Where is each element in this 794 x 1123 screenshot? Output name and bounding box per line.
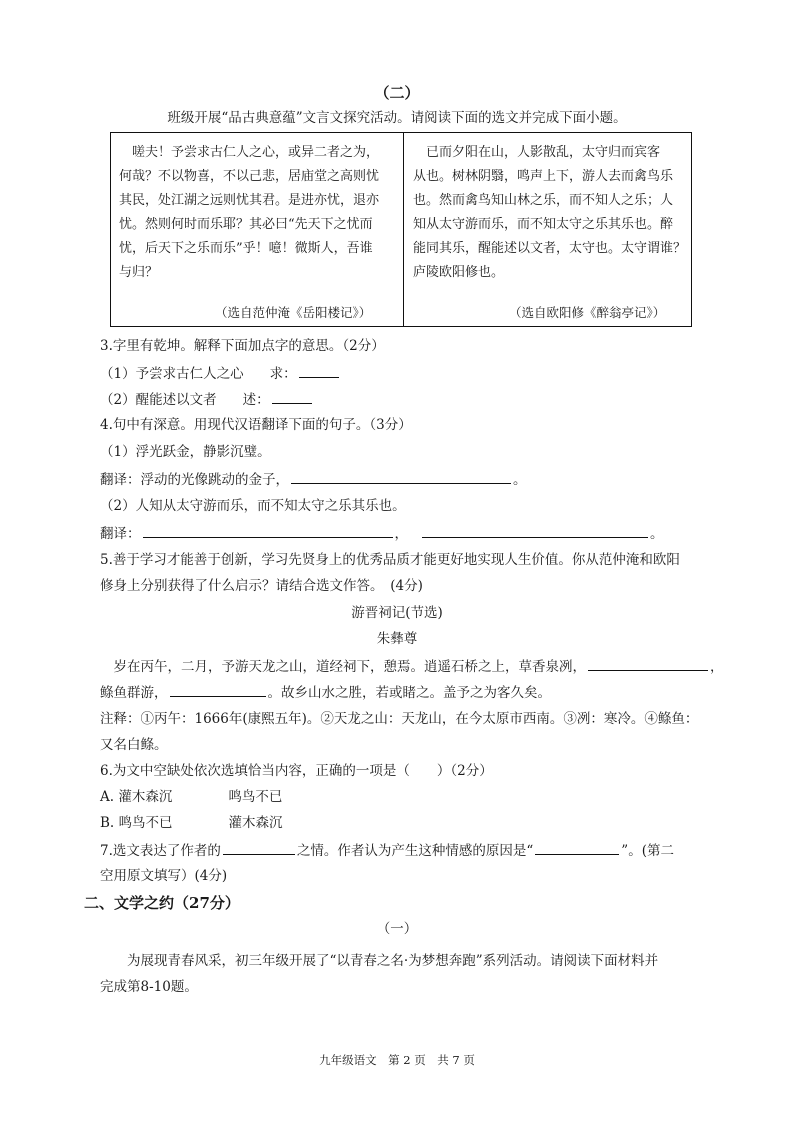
passage-right-line: 已而夕阳在山，人影散乱，太守归而宾客 bbox=[413, 145, 661, 160]
option-a-label: A. 灌木森沉 bbox=[100, 789, 173, 805]
translation-2-mid: ， bbox=[394, 526, 408, 542]
passage-left-line: 忧，后天下之乐而乐”乎！噫！微斯人，吾谁 bbox=[119, 241, 373, 256]
passage-left-line: 何哉？不以物喜，不以己悲，居庙堂之高则忧 bbox=[119, 169, 380, 184]
passage-3-note-2: 又名白鲦。 bbox=[100, 737, 168, 753]
passage-right bbox=[413, 141, 687, 320]
option-b-second: 灌木森沉 bbox=[228, 815, 283, 831]
passage-3-title: 游晋祠记(节选) bbox=[351, 605, 443, 621]
question-4-translation-2 bbox=[100, 523, 664, 544]
column-divider bbox=[403, 133, 404, 326]
translation-1-prefix: 翻译：浮动的光像跳动的金子， bbox=[100, 472, 289, 488]
answer-blank[interactable] bbox=[143, 523, 393, 538]
answer-blank[interactable] bbox=[170, 682, 266, 697]
section-2-heading: 二、文学之约（27分） bbox=[84, 894, 240, 912]
option-b-label: B. 鸣鸟不已 bbox=[100, 815, 173, 831]
question-4-stem: 4.句中有深意。用现代汉语翻译下面的句子。（3分） bbox=[100, 417, 412, 433]
question-4-item-2: （2）人知从太守游而乐，而不知太守之乐其乐也。 bbox=[100, 498, 406, 514]
passage-3-line-1 bbox=[100, 656, 724, 677]
passage-3-line-1-text: 岁在丙午，二月，予游天龙之山，道经祠下，憩焉。逍遥石桥之上，草香泉冽， bbox=[100, 659, 586, 675]
activity-intro: 班级开展“品古典意蕴”文言文探究活动。请阅读下面的选文并完成下面小题。 bbox=[167, 110, 627, 126]
question-6-option-b[interactable] bbox=[100, 813, 283, 833]
passage-right-line: 也。然而禽鸟知山林之乐，而不知人之乐；人 bbox=[413, 193, 674, 208]
passage-3-author: 朱彝尊 bbox=[376, 631, 418, 647]
question-3-item-2-label: 述： bbox=[242, 392, 270, 408]
option-a-second: 鸣鸟不已 bbox=[228, 789, 283, 805]
translation-1-end: 。 bbox=[513, 472, 527, 488]
question-7-part-2: 之情。作者认为产生这种情感的原因是“ bbox=[296, 843, 534, 859]
question-7-part-1: 7.选文表达了作者的 bbox=[100, 843, 221, 859]
answer-blank[interactable] bbox=[422, 523, 648, 538]
passage-left-line: 忧。然则何时而乐耶？其必曰“先天下之忧而 bbox=[119, 217, 373, 232]
passage-left bbox=[119, 141, 395, 320]
passage-left-line: 其民，处江湖之远则忧其君。是进亦忧，退亦 bbox=[119, 193, 380, 208]
answer-blank[interactable] bbox=[535, 840, 619, 855]
passage-3-note-1: 注释：①丙午：1666年(康熙五年)。②天龙之山：天龙山，在今太原市西南。③冽：寒冷。④鲦鱼： bbox=[100, 711, 699, 727]
passage-right-line: 能同其乐，醒能述以文者，太守也。太守谓谁？ bbox=[413, 241, 687, 256]
question-3-item-1-label: 求： bbox=[269, 366, 297, 382]
question-6-option-a[interactable] bbox=[100, 787, 282, 807]
passage-left-line: 嗟夫！予尝求古仁人之心，或异二者之为， bbox=[119, 145, 380, 160]
section-two-heading: （二） bbox=[374, 84, 420, 102]
passage-left-line: 与归？ bbox=[119, 265, 159, 280]
passage-comparison-box bbox=[110, 132, 692, 327]
answer-blank[interactable] bbox=[588, 656, 708, 671]
page-footer: 九年级语文 第 2 页 共 7 页 bbox=[319, 1053, 475, 1067]
question-5-line-2: 修身上分别获得了什么启示？请结合选文作答。 (4分) bbox=[100, 578, 423, 594]
question-3-item-2 bbox=[100, 389, 314, 410]
question-6-stem: 6.为文中空缺处依次选填恰当内容，正确的一项是（ ）（2分） bbox=[100, 763, 493, 779]
answer-blank[interactable] bbox=[299, 363, 339, 378]
question-4-translation-1 bbox=[100, 469, 527, 490]
answer-blank[interactable] bbox=[291, 469, 511, 484]
question-7-part-3: ”。(第二 bbox=[621, 843, 674, 859]
question-3-item-1-text: （1）予尝求古仁人之心 bbox=[100, 366, 244, 382]
answer-blank[interactable] bbox=[223, 840, 295, 855]
passage-left-source: （选自范仲淹《岳阳楼记》） bbox=[215, 305, 372, 320]
passage-3-line-2-prefix: 鲦鱼群游， bbox=[100, 685, 168, 701]
section-2-intro-line-1: 为展现青春风采，初三年级开展了“以青春之名·为梦想奔跑”系列活动。请阅读下面材料并 bbox=[100, 953, 659, 969]
translation-2-end: 。 bbox=[650, 526, 664, 542]
passage-right-line: 知从太守游而乐，而不知太守之乐其乐也。醉 bbox=[413, 217, 674, 232]
passage-3-line-2-suffix: 。故乡山水之胜，若或睹之。盖予之为客久矣。 bbox=[267, 685, 551, 701]
question-7-line-1 bbox=[100, 840, 674, 861]
question-4-item-1: （1）浮光跃金，静影沉璧。 bbox=[100, 444, 271, 460]
passage-right-source: （选自欧阳修《醉翁亭记》） bbox=[509, 305, 666, 320]
passage-3-line-2 bbox=[100, 682, 551, 703]
section-2-subheading: （一） bbox=[376, 921, 418, 937]
passage-3-line-1-end: ， bbox=[710, 659, 724, 675]
question-5-line-1: 5.善于学习才能善于创新，学习先贤身上的优秀品质才能更好地实现人生价值。你从范仲淹和欧阳 bbox=[100, 552, 680, 568]
question-7-line-2: 空用原文填写）(4分) bbox=[100, 868, 228, 884]
passage-right-line: 庐陵欧阳修也。 bbox=[413, 265, 505, 280]
passage-right-line: 从也。树林阴翳，鸣声上下，游人去而禽鸟乐 bbox=[413, 169, 674, 184]
question-3-item-1 bbox=[100, 363, 341, 384]
translation-2-prefix: 翻译： bbox=[100, 526, 141, 542]
answer-blank[interactable] bbox=[272, 389, 312, 404]
question-3-stem: 3.字里有乾坤。解释下面加点字的意思。（2分） bbox=[100, 338, 385, 354]
section-2-intro-line-2: 完成第8-10题。 bbox=[100, 979, 198, 995]
question-3-item-2-text: （2）醒能述以文者 bbox=[100, 392, 217, 408]
